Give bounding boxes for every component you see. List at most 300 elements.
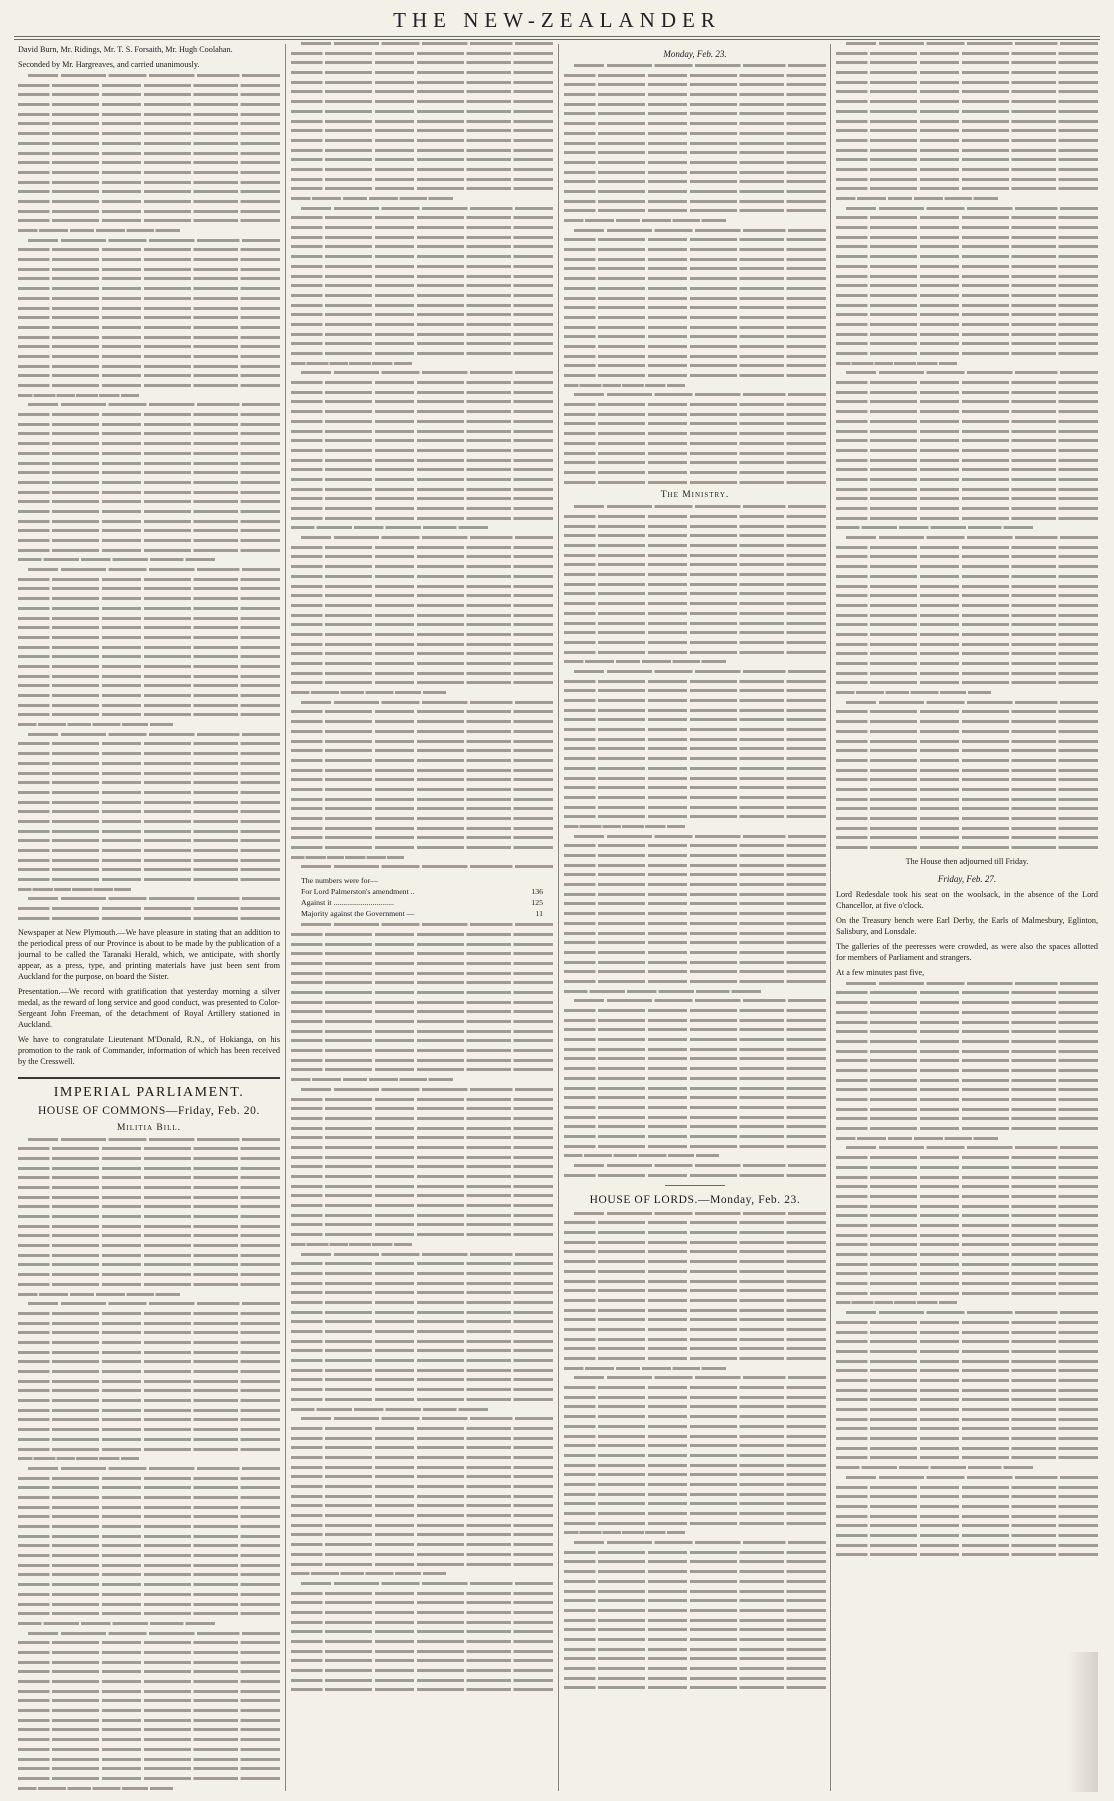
- text-line-placeholder: [291, 1495, 553, 1498]
- text-line-placeholder: [291, 1330, 553, 1333]
- text-line-placeholder: [564, 854, 826, 857]
- text-line-placeholder: [18, 1312, 280, 1315]
- text-line-placeholder: [291, 1311, 553, 1314]
- text-line-placeholder: [836, 1050, 1098, 1053]
- text-line-placeholder: [18, 1293, 180, 1296]
- text-line-placeholder: [291, 1107, 553, 1110]
- text-line-placeholder: [18, 607, 280, 610]
- text-line-placeholder: [291, 1572, 446, 1575]
- text-line-placeholder: [291, 52, 553, 55]
- text-line-placeholder: [18, 1612, 280, 1615]
- section-heading-imperial: IMPERIAL PARLIAMENT.: [18, 1077, 280, 1101]
- redesdale-paragraph: Lord Redesdale took his seat on the woolsack, in the absence of the Lord Chancellor, at five o'clock.: [836, 889, 1098, 910]
- text-line-placeholder: [18, 868, 280, 871]
- text-line-placeholder: [564, 335, 826, 338]
- text-line-placeholder: [564, 248, 826, 251]
- text-line-placeholder: [564, 1512, 826, 1515]
- text-line-placeholder: [18, 229, 180, 232]
- text-line-placeholder: [564, 1435, 826, 1438]
- text-line-placeholder: [291, 575, 553, 578]
- text-line-placeholder: [18, 1157, 280, 1160]
- text-line-placeholder: [846, 371, 1098, 374]
- text-line-placeholder: [564, 1347, 826, 1350]
- text-line-placeholder: [18, 1777, 280, 1780]
- text-line-placeholder: [291, 216, 553, 219]
- text-line-placeholder: [291, 681, 553, 684]
- text-line-placeholder: [291, 817, 553, 820]
- column-4: [836, 42, 1098, 1792]
- text-line-placeholder: [291, 439, 553, 442]
- text-line-placeholder: [564, 747, 826, 750]
- text-line-placeholder: [291, 1136, 553, 1139]
- text-line-placeholder: [291, 1291, 553, 1294]
- text-line-placeholder: [291, 1098, 553, 1101]
- text-line-placeholder: [18, 820, 280, 823]
- text-line-placeholder: [301, 207, 553, 210]
- text-line-placeholder: [836, 1195, 1098, 1198]
- text-line-placeholder: [291, 1533, 553, 1536]
- text-line-placeholder: [18, 1273, 280, 1276]
- text-line-placeholder: [291, 691, 446, 694]
- text-line-placeholder: [291, 265, 553, 268]
- text-line-placeholder: [564, 374, 826, 377]
- text-line-placeholder: [564, 1522, 826, 1525]
- text-line-placeholder: [291, 1485, 553, 1488]
- text-line-placeholder: [18, 1748, 280, 1751]
- text-line-placeholder: [836, 517, 1098, 520]
- text-line-placeholder: [564, 1580, 826, 1583]
- text-line-placeholder: [564, 544, 826, 547]
- text-line-placeholder: [564, 1560, 826, 1563]
- text-line-placeholder: [18, 1176, 280, 1179]
- text-line-placeholder: [564, 680, 826, 683]
- text-line-placeholder: [836, 633, 1098, 636]
- text-line-placeholder: [574, 1212, 826, 1215]
- text-line-placeholder: [846, 536, 1098, 539]
- text-line-placeholder: [18, 1680, 280, 1683]
- text-line-placeholder: [301, 371, 553, 374]
- text-line-placeholder: [18, 1515, 280, 1518]
- text-line-placeholder: [564, 1096, 826, 1099]
- body-text-block: [18, 74, 280, 920]
- text-line-placeholder: [564, 1028, 826, 1031]
- text-line-placeholder: [836, 1427, 1098, 1430]
- text-line-placeholder: [18, 849, 280, 852]
- text-line-placeholder: [564, 893, 826, 896]
- text-line-placeholder: [564, 709, 826, 712]
- text-line-placeholder: [836, 81, 1098, 84]
- text-line-placeholder: [836, 807, 1098, 810]
- adjourned-line: The House then adjourned till Friday.: [905, 856, 1029, 866]
- text-line-placeholder: [291, 1437, 553, 1440]
- text-line-placeholder: [28, 733, 280, 736]
- text-line-placeholder: [291, 304, 553, 307]
- text-line-placeholder: [836, 643, 1098, 646]
- text-line-placeholder: [836, 1369, 1098, 1372]
- text-line-placeholder: [18, 1234, 280, 1237]
- text-line-placeholder: [18, 529, 280, 532]
- text-line-placeholder: [564, 403, 826, 406]
- text-line-placeholder: [291, 672, 553, 675]
- text-line-placeholder: [291, 1388, 553, 1391]
- text-line-placeholder: [291, 749, 553, 752]
- text-line-placeholder: [836, 1272, 1098, 1275]
- text-line-placeholder: [291, 410, 553, 413]
- text-line-placeholder: [301, 923, 553, 926]
- body-text-block: [836, 42, 1098, 849]
- text-line-placeholder: [291, 1514, 553, 1517]
- text-line-placeholder: [564, 1473, 826, 1476]
- text-line-placeholder: [836, 1398, 1098, 1401]
- text-line-placeholder: [564, 612, 826, 615]
- text-line-placeholder: [836, 139, 1098, 142]
- presentation-paragraph: Presentation.—We record with gratification that yesterday morning a silver medal, as the reward of long service and good conduct, was presented to Color-Sergeant John Freeman, of the detachment of Royal Artillery stationed in Auckland.: [18, 986, 280, 1029]
- text-line-placeholder: [564, 990, 761, 993]
- text-line-placeholder: [291, 478, 553, 481]
- text-line-placeholder: [291, 323, 553, 326]
- text-line-placeholder: [836, 1166, 1098, 1169]
- text-line-placeholder: [836, 1340, 1098, 1343]
- text-line-placeholder: [836, 730, 1098, 733]
- text-line-placeholder: [301, 1253, 553, 1256]
- text-line-placeholder: [291, 846, 553, 849]
- text-line-placeholder: [18, 1554, 280, 1557]
- column-3: [564, 42, 826, 1792]
- text-line-placeholder: [291, 943, 553, 946]
- text-line-placeholder: [291, 1427, 553, 1430]
- division-row: [301, 908, 543, 919]
- text-line-placeholder: [291, 90, 553, 93]
- text-line-placeholder: [836, 449, 1098, 452]
- text-line-placeholder: [564, 777, 826, 780]
- text-line-placeholder: [836, 1001, 1098, 1004]
- text-line-placeholder: [564, 1493, 826, 1496]
- text-line-placeholder: [18, 307, 280, 310]
- text-line-placeholder: [18, 1186, 280, 1189]
- congratulate-paragraph: We have to congratulate Lieutenant M'Donald, R.N., of Hokianga, on his promotion to the rank of Commander, information of which has been received by the Cresswell.: [18, 1034, 280, 1066]
- text-line-placeholder: [564, 277, 826, 280]
- text-line-placeholder: [291, 720, 553, 723]
- text-line-placeholder: [291, 71, 553, 74]
- text-line-placeholder: [291, 1059, 553, 1062]
- text-line-placeholder: [18, 1457, 139, 1460]
- text-line-placeholder: [836, 1205, 1098, 1208]
- text-line-placeholder: [291, 594, 553, 597]
- text-line-placeholder: [574, 670, 826, 673]
- text-line-placeholder: [18, 1370, 280, 1373]
- text-line-placeholder: [836, 430, 1098, 433]
- text-line-placeholder: [564, 1019, 826, 1022]
- section-heading-friday: Friday, Feb. 27.: [937, 873, 997, 884]
- text-line-placeholder: [291, 730, 553, 733]
- text-line-placeholder: [836, 1011, 1098, 1014]
- text-line-placeholder: [564, 190, 826, 193]
- text-line-placeholder: [564, 1057, 826, 1060]
- text-line-placeholder: [564, 641, 826, 644]
- text-line-placeholder: [564, 267, 826, 270]
- text-line-placeholder: [564, 941, 826, 944]
- text-line-placeholder: [291, 255, 553, 258]
- text-line-placeholder: [291, 1504, 553, 1507]
- text-line-placeholder: [18, 1331, 280, 1334]
- text-line-placeholder: [291, 614, 553, 617]
- text-line-placeholder: [18, 413, 280, 416]
- body-text-block: [564, 505, 826, 1176]
- text-line-placeholder: [291, 798, 553, 801]
- section-heading-monday: Monday, Feb. 23.: [663, 49, 727, 59]
- text-line-placeholder: [18, 636, 280, 639]
- text-line-placeholder: [836, 594, 1098, 597]
- text-line-placeholder: [564, 1357, 826, 1360]
- text-line-placeholder: [291, 139, 553, 142]
- text-line-placeholder: [18, 1690, 280, 1693]
- column-1: [18, 42, 280, 1792]
- text-line-placeholder: [836, 129, 1098, 132]
- text-line-placeholder: [291, 61, 553, 64]
- text-line-placeholder: [18, 1767, 280, 1770]
- text-line-placeholder: [564, 1231, 826, 1234]
- text-line-placeholder: [18, 713, 280, 716]
- text-line-placeholder: [836, 1350, 1098, 1353]
- text-line-placeholder: [18, 452, 280, 455]
- text-line-placeholder: [291, 778, 553, 781]
- text-line-placeholder: [291, 1282, 553, 1285]
- text-line-placeholder: [836, 497, 1098, 500]
- text-line-placeholder: [836, 168, 1098, 171]
- text-line-placeholder: [28, 403, 280, 406]
- division-row: [301, 897, 543, 908]
- text-line-placeholder: [836, 323, 1098, 326]
- text-line-placeholder: [18, 200, 280, 203]
- text-line-placeholder: [291, 1446, 553, 1449]
- division-label: Majority against the Government —: [301, 909, 415, 919]
- text-line-placeholder: [18, 210, 280, 213]
- text-line-placeholder: [836, 1117, 1098, 1120]
- text-line-placeholder: [291, 1650, 553, 1653]
- text-line-placeholder: [291, 788, 553, 791]
- division-label: Against it ...............................: [301, 898, 394, 908]
- text-line-placeholder: [564, 74, 826, 77]
- text-line-placeholder: [291, 740, 553, 743]
- text-line-placeholder: [836, 1360, 1098, 1363]
- text-line-placeholder: [836, 1253, 1098, 1256]
- text-line-placeholder: [836, 275, 1098, 278]
- text-line-placeholder: [564, 1386, 826, 1389]
- text-line-placeholder: [564, 471, 826, 474]
- text-line-placeholder: [564, 796, 826, 799]
- text-line-placeholder: [836, 555, 1098, 558]
- text-line-placeholder: [291, 807, 553, 810]
- text-line-placeholder: [291, 1223, 553, 1226]
- text-line-placeholder: [18, 1670, 280, 1673]
- text-line-placeholder: [18, 481, 280, 484]
- text-line-placeholder: [18, 122, 280, 125]
- text-line-placeholder: [846, 1476, 1098, 1479]
- text-line-placeholder: [18, 1564, 280, 1567]
- masthead-title: THE NEW-ZEALANDER: [393, 8, 721, 32]
- text-line-placeholder: [291, 1456, 553, 1459]
- text-line-placeholder: [291, 769, 553, 772]
- text-line-placeholder: [291, 952, 553, 955]
- text-line-placeholder: [18, 704, 280, 707]
- text-line-placeholder: [18, 1196, 280, 1199]
- text-line-placeholder: [291, 526, 488, 529]
- text-line-placeholder: [301, 865, 553, 868]
- text-line-placeholder: [18, 1758, 280, 1761]
- text-line-placeholder: [18, 1787, 173, 1790]
- text-line-placeholder: [564, 1667, 826, 1670]
- text-line-placeholder: [564, 132, 826, 135]
- text-line-placeholder: [564, 1135, 826, 1138]
- text-line-placeholder: [836, 1321, 1098, 1324]
- text-line-placeholder: [18, 801, 280, 804]
- text-line-placeholder: [564, 1009, 826, 1012]
- text-line-placeholder: [836, 439, 1098, 442]
- text-line-placeholder: [291, 1349, 553, 1352]
- text-line-placeholder: [836, 90, 1098, 93]
- text-line-placeholder: [291, 468, 553, 471]
- text-line-placeholder: [18, 277, 280, 280]
- text-line-placeholder: [836, 110, 1098, 113]
- text-line-placeholder: [564, 1241, 826, 1244]
- text-line-placeholder: [836, 546, 1098, 549]
- text-line-placeholder: [291, 981, 553, 984]
- text-line-placeholder: [291, 391, 553, 394]
- text-line-placeholder: [291, 313, 553, 316]
- text-line-placeholder: [18, 394, 139, 397]
- opening-names: David Burn, Mr. Ridings, Mr. T. S. Forsaith, Mr. Hugh Coolahan.: [18, 45, 233, 54]
- text-line-placeholder: [564, 815, 826, 818]
- text-line-placeholder: [291, 333, 553, 336]
- text-line-placeholder: [291, 1001, 553, 1004]
- division-value: 11: [535, 909, 543, 919]
- text-line-placeholder: [291, 1378, 553, 1381]
- text-line-placeholder: [836, 1331, 1098, 1334]
- text-line-placeholder: [564, 864, 826, 867]
- text-line-placeholder: [564, 1483, 826, 1486]
- text-line-placeholder: [291, 245, 553, 248]
- text-line-placeholder: [291, 652, 553, 655]
- galleries-paragraph: The galleries of the peeresses were crowded, as were also the spaces allotted for members of Parliament and strangers.: [836, 941, 1098, 962]
- text-line-placeholder: [291, 430, 553, 433]
- text-line-placeholder: [291, 962, 553, 965]
- column-divider: [285, 44, 286, 1791]
- body-text-block: [836, 982, 1098, 1557]
- text-line-placeholder: [18, 1641, 280, 1644]
- text-line-placeholder: [291, 1398, 553, 1401]
- text-line-placeholder: [18, 539, 280, 542]
- text-line-placeholder: [18, 103, 280, 106]
- text-line-placeholder: [564, 1657, 826, 1660]
- text-line-placeholder: [836, 1466, 1033, 1469]
- text-line-placeholder: [564, 592, 826, 595]
- text-line-placeholder: [18, 1651, 280, 1654]
- text-line-placeholder: [18, 1622, 215, 1625]
- text-line-placeholder: [836, 681, 1098, 684]
- text-line-placeholder: [18, 888, 131, 891]
- text-line-placeholder: [18, 694, 280, 697]
- text-line-placeholder: [18, 1360, 280, 1363]
- text-line-placeholder: [291, 129, 553, 132]
- text-line-placeholder: [18, 617, 280, 620]
- text-line-placeholder: [836, 459, 1098, 462]
- text-line-placeholder: [836, 769, 1098, 772]
- text-line-placeholder: [564, 355, 826, 358]
- text-line-placeholder: [18, 578, 280, 581]
- text-line-placeholder: [301, 1088, 553, 1091]
- text-line-placeholder: [291, 933, 553, 936]
- text-line-placeholder: [564, 1590, 826, 1593]
- text-line-placeholder: [836, 197, 998, 200]
- text-line-placeholder: [18, 142, 280, 145]
- section-heading-commons: HOUSE OF COMMONS—Friday, Feb. 20.: [38, 1104, 260, 1117]
- text-line-placeholder: [836, 1544, 1098, 1547]
- text-line-placeholder: [18, 907, 280, 910]
- text-line-placeholder: [301, 536, 553, 539]
- text-line-placeholder: [291, 449, 553, 452]
- text-line-placeholder: [291, 1039, 553, 1042]
- text-line-placeholder: [18, 1583, 280, 1586]
- text-line-placeholder: [564, 1454, 826, 1457]
- text-line-placeholder: [564, 364, 826, 367]
- text-line-placeholder: [291, 1078, 453, 1081]
- text-line-placeholder: [28, 1632, 280, 1635]
- text-line-placeholder: [291, 149, 553, 152]
- text-line-placeholder: [836, 420, 1098, 423]
- text-line-placeholder: [564, 481, 826, 484]
- text-line-placeholder: [564, 200, 826, 203]
- text-line-placeholder: [564, 83, 826, 86]
- text-line-placeholder: [846, 1146, 1098, 1149]
- text-line-placeholder: [574, 1541, 826, 1544]
- text-line-placeholder: [846, 207, 1098, 210]
- text-line-placeholder: [564, 1599, 826, 1602]
- text-line-placeholder: [564, 306, 826, 309]
- text-line-placeholder: [18, 1147, 280, 1150]
- text-line-placeholder: [291, 342, 553, 345]
- text-line-placeholder: [564, 728, 826, 731]
- text-line-placeholder: [836, 294, 1098, 297]
- text-line-placeholder: [836, 226, 1098, 229]
- text-line-placeholder: [18, 626, 280, 629]
- text-line-placeholder: [291, 1688, 553, 1691]
- text-line-placeholder: [18, 859, 280, 862]
- text-line-placeholder: [836, 1301, 957, 1304]
- text-line-placeholder: [836, 1437, 1098, 1440]
- text-line-placeholder: [291, 352, 553, 355]
- text-line-placeholder: [291, 555, 553, 558]
- text-line-placeholder: [291, 643, 553, 646]
- text-line-placeholder: [836, 149, 1098, 152]
- text-line-placeholder: [18, 830, 280, 833]
- text-line-placeholder: [18, 772, 280, 775]
- text-line-placeholder: [836, 284, 1098, 287]
- text-line-placeholder: [291, 1301, 553, 1304]
- text-line-placeholder: [564, 1396, 826, 1399]
- text-line-placeholder: [18, 791, 280, 794]
- text-line-placeholder: [564, 602, 826, 605]
- text-line-placeholder: [564, 534, 826, 537]
- text-line-placeholder: [836, 1137, 998, 1140]
- text-line-placeholder: [564, 1502, 826, 1505]
- text-line-placeholder: [564, 515, 826, 518]
- text-line-placeholder: [291, 1340, 553, 1343]
- text-line-placeholder: [564, 1145, 826, 1148]
- text-line-placeholder: [291, 1601, 553, 1604]
- text-line-placeholder: [291, 1524, 553, 1527]
- text-line-placeholder: [564, 442, 826, 445]
- text-line-placeholder: [564, 573, 826, 576]
